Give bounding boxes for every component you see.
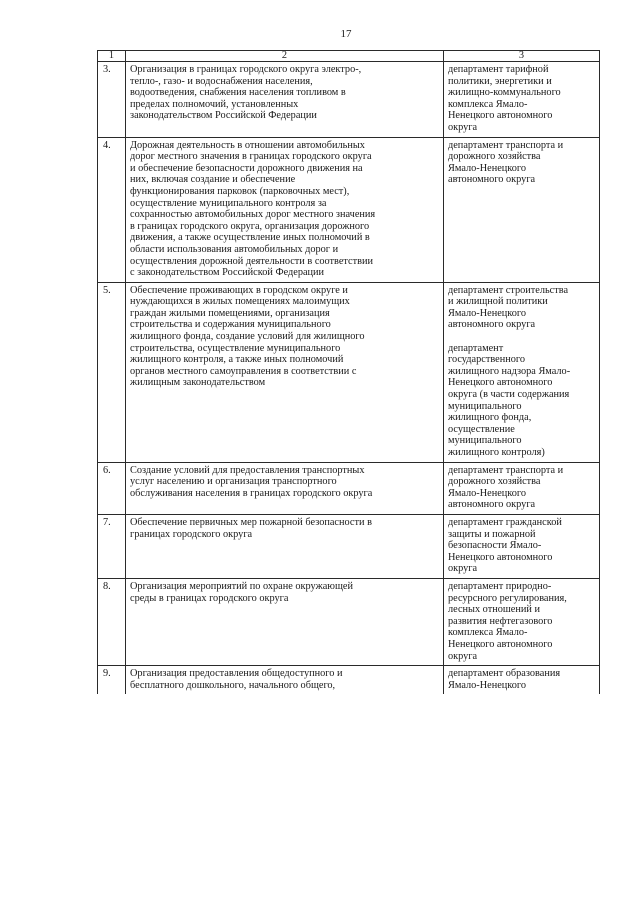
department-cell: департамент тарифной политики, энергетики и жилищно-коммунального комплекса Ямало- Ненецкого автономного округа [444, 62, 600, 138]
task-cell: Организация в границах городского округа электро-, тепло-, газо- и водоснабжения населения, водоотведения, снабжения населения топливом в пределах полномочий, установленных законодательством Российской Федерации [126, 62, 444, 138]
row-number: 4. [98, 137, 126, 282]
table-header-row [98, 51, 600, 62]
table-row [98, 137, 600, 282]
table-row [98, 514, 600, 578]
department-cell: департамент гражданской защиты и пожарной безопасности Ямало- Ненецкого автономного округа [444, 514, 600, 578]
page-number: 17 [340, 28, 352, 40]
department-cell: департамент строительства и жилищной политики Ямало-Ненецкого автономного округа департамент государственного жилищного надзора Ямало- Ненецкого автономного округа (в части содержания муниципального жилищного фонда, осуществление муниципального жилищного контроля) [444, 282, 600, 462]
table-row [98, 666, 600, 695]
row-number: 9. [98, 666, 126, 695]
department-cell: департамент транспорта и дорожного хозяйства Ямало-Ненецкого автономного округа [444, 462, 600, 514]
column-header-task: 2 [126, 51, 444, 62]
task-cell: Создание условий для предоставления транспортных услуг населению и организация транспортного обслуживания населения в границах городского округа [126, 462, 444, 514]
department-cell: департамент природно- ресурсного регулирования, лесных отношений и развития нефтегазового комплекса Ямало- Ненецкого автономного округа [444, 578, 600, 665]
row-number: 5. [98, 282, 126, 462]
row-number: 8. [98, 578, 126, 665]
column-header-department: 3 [444, 51, 600, 62]
column-header-number: 1 [98, 51, 126, 62]
task-cell: Обеспечение первичных мер пожарной безопасности в границах городского округа [126, 514, 444, 578]
table-row [98, 282, 600, 462]
table-row [98, 62, 600, 138]
row-number: 3. [98, 62, 126, 138]
task-cell: Организация предоставления общедоступного и бесплатного дошкольного, начального общего, [126, 666, 444, 695]
table-row [98, 578, 600, 665]
row-number: 7. [98, 514, 126, 578]
task-cell: Организация мероприятий по охране окружающей среды в границах городского округа [126, 578, 444, 665]
row-number: 6. [98, 462, 126, 514]
task-cell: Обеспечение проживающих в городском округе и нуждающихся в жилых помещениях малоимущих граждан жилыми помещениями, организация строительства и содержания муниципального жилищного фонда, создание условий для жилищного строительства, осуществление муниципального жилищного контроля, а также иных полномочий органов местного самоуправления в соответствии с жилищным законодательством [126, 282, 444, 462]
task-cell: Дорожная деятельность в отношении автомобильных дорог местного значения в границах городского округа и обеспечение безопасности дорожного движения на них, включая создание и обеспечение функционирования парковок (парковочных мест), осуществление муниципального контроля за сохранностью автомобильных дорог местного значения в границах городского округа, организация дорожного движения, а также осуществление иных полномочий в области использования автомобильных дорог и осуществления дорожной деятельности в соответствии с законодательством Российской Федерации [126, 137, 444, 282]
department-cell: департамент транспорта и дорожного хозяйства Ямало-Ненецкого автономного округа [444, 137, 600, 282]
authority-table [97, 50, 600, 694]
table-row [98, 462, 600, 514]
department-cell: департамент образования Ямало-Ненецкого [444, 666, 600, 695]
